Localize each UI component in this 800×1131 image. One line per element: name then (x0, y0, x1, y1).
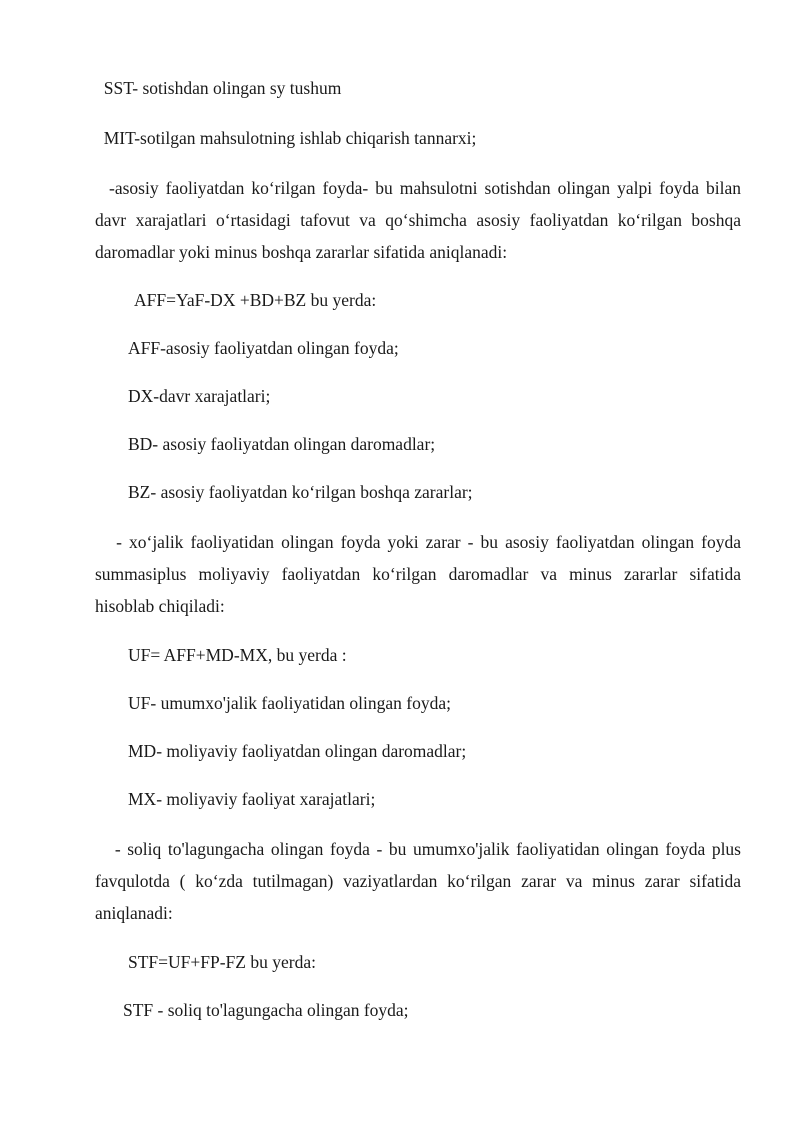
mx-definition: MX- moliyaviy faoliyat xarajatlari; (128, 789, 376, 809)
aff-definition: AFF-asosiy faoliyatdan olingan foyda; (128, 338, 399, 358)
bd-definition: BD- asosiy faoliyatdan olingan daromadlar; (128, 434, 436, 454)
uf-intro-paragraph: - xo‘jalik faoliyatidan olingan foyda yoki zarar - bu asosiy faoliyatdan olingan foyda summasiplus moliyaviy faoliyatdan ko‘rilgan daromadlar va minus zararlar sifatida hisoblab chiqiladi: (95, 532, 741, 616)
mit-definition: MIT-sotilgan mahsulotning ishlab chiqarish tannarxi; (95, 128, 477, 148)
md-definition: MD- moliyaviy faoliyatdan olingan daromadlar; (128, 741, 467, 761)
stf-definition: STF - soliq to'lagungacha olingan foyda; (123, 1000, 409, 1020)
stf-intro-paragraph: - soliq to'lagungacha olingan foyda - bu umumxo'jalik faoliyatidan olingan foyda plus favqulotda ( ko‘zda tutilmagan) vaziyatlardan ko‘rilgan zarar va minus zarar sifatida aniqlanadi: (95, 839, 741, 923)
stf-formula: STF=UF+FP-FZ bu yerda: (128, 952, 316, 972)
aff-formula: AFF=YaF-DX +BD+BZ bu yerda: (134, 290, 377, 310)
uf-definition: UF- umumxo'jalik faoliyatidan olingan foyda; (128, 693, 451, 713)
dx-definition: DX-davr xarajatlari; (128, 386, 271, 406)
sst-definition: SST- sotishdan olingan sy tushum (95, 78, 342, 98)
aff-intro-paragraph: -asosiy faoliyatdan ko‘rilgan foyda- bu mahsulotni sotishdan olingan yalpi foyda bilan davr xarajatlari o‘rtasidagi tafovut va qo‘shimcha asosiy faoliyatdan ko‘rilgan boshqa daromadlar yoki minus boshqa zararlar sifatida aniqlanadi: (95, 178, 741, 262)
bz-definition: BZ- asosiy faoliyatdan ko‘rilgan boshqa zararlar; (128, 482, 473, 502)
uf-formula: UF= AFF+MD-MX, bu yerda : (128, 645, 347, 665)
